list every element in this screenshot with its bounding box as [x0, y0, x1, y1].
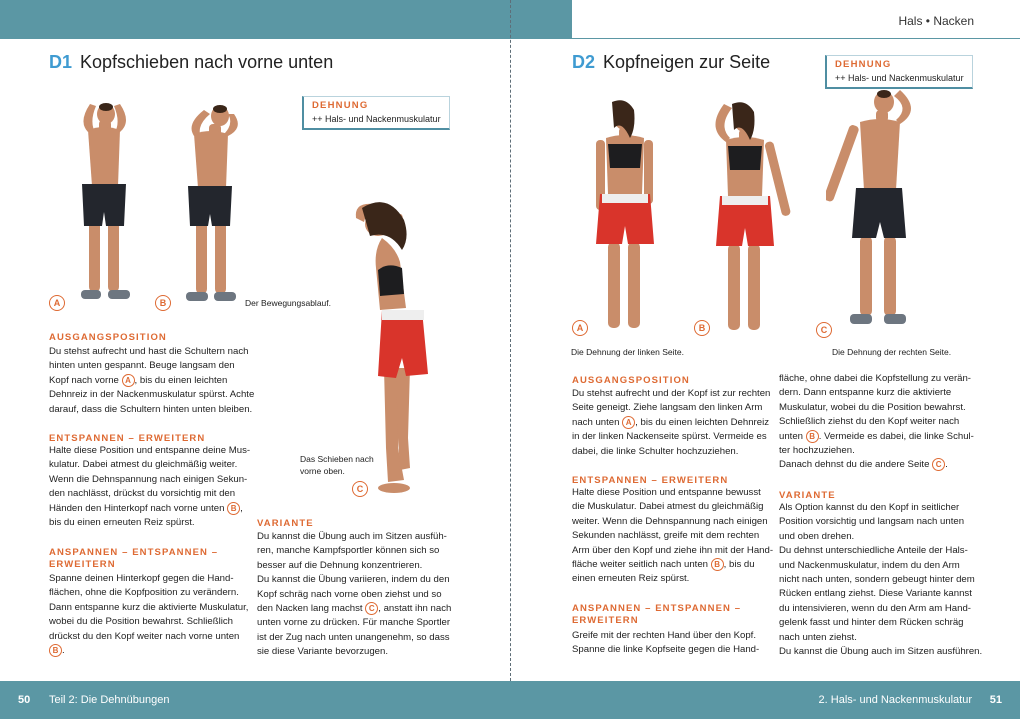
- text-continuation: fläche, ohne dabei die Kopfstellung zu verän- dern. Dann entspanne kurz die aktivierte Muskulatur, wobei du die Position bewahrst. Schließlich ziehst du den Kopf weiter nach unten B . Vermeide es dabei, die linke Schul- ter hochzuziehen. Danach dehnst du die andere Seite C .: [779, 373, 974, 471]
- inline-marker-a: A: [622, 416, 635, 429]
- marker-b-left: B: [155, 295, 171, 311]
- exercise-title-d1: [49, 52, 333, 73]
- heading-variant-right: VARIANTE: [779, 490, 836, 501]
- page-spine: [510, 0, 511, 681]
- figure-man-head-bowed-a: [68, 94, 140, 312]
- stretch-label: DEHNUNG: [835, 59, 892, 70]
- page-number-left: 50: [18, 694, 31, 706]
- text-tense-relax-extend: Greife mit der rechten Hand über den Kopf. Spanne die linke Kopfseite gegen die Hand-: [572, 630, 760, 656]
- caption-right-side: Die Dehnung der rechten Seite.: [832, 347, 952, 357]
- stretch-text: ++ Hals- und Nackenmuskulatur: [835, 73, 964, 83]
- footer-section-left: Teil 2: Die Dehnübungen: [49, 694, 170, 706]
- inline-marker-b: B: [711, 558, 724, 571]
- heading-start-position: AUSGANGSPOSITION: [572, 375, 690, 386]
- top-rule: [572, 38, 1020, 39]
- text-variant-left: Du kannst die Übung auch im Sitzen ausfüh- ren, manche Kampfsportler können sich so besser auf die Dehnung konzentrieren. Du kannst die Übung variieren, indem du den Kopf schräg nach vorne oben ziehst und so den Nacken lang machst C , anstatt ihn nach unten vorne zu drücken. Für manche Sportler ist der Zug nach unten unangenehm, so dass sie diese Variante bevorzugen.: [257, 531, 452, 658]
- text-relax-extend: Halte diese Position und entspanne deine Mus- kulatur. Dabei atmest du gleichmäßig weiter. Wenn die Dehnspannung nach einigen Sekun- den nachlässt, drückst du vorsichtig mit den Händen den Hinterkopf nach vorne unten B , bis du einen erneuten Reiz spürst.: [49, 445, 251, 529]
- figure-man-hands-head-b: [178, 100, 250, 312]
- chapter-header: Hals • Nacken: [898, 14, 974, 28]
- inline-marker-b2: B: [49, 644, 62, 657]
- marker-a-right: A: [572, 320, 588, 336]
- text-relax-extend: Halte diese Position und entspanne bewusst die Muskulatur. Dabei atmest du gleichmäßig weiter. Wenn die Dehnspannung nach einigen Sekunden nachlässt, greife mit dem rechten Arm über den Kopf und ziehe ihn mit der Hand- fläche weiter seitlich nach unten B , bis du einen erneuten Reiz spürst.: [572, 487, 774, 585]
- text-tense-relax-extend: Spanne deinen Hinterkopf gegen die Hand- flächen, ohne die Kopfposition zu verändern. Dann entspanne kurz die aktivierte Muskulatur, wobei du die Position bewahrst. Schließlich drückst du den Kopf weiter nach vorne unten B .: [49, 573, 249, 657]
- heading-relax-extend: ENTSPANNEN – ERWEITERN: [572, 475, 729, 486]
- caption-left-side: Die Dehnung der linken Seite.: [571, 347, 684, 357]
- figure-man-arm-over-head-c: [826, 86, 936, 336]
- exercise-number: D2: [572, 52, 596, 72]
- text-variant-right: Als Option kannst du den Kopf in seitlicher Position vorsichtig und langsam nach unten und oben drehen. Du dehnst unterschiedliche Anteile der Hals- und Nackenmuskulatur, indem du den Arm nicht nach unten, sondern gebeugt hinter dem Rücken entlang ziehst. Diese Variante kannst du intensivieren, wenn du den Arm am Hand- gelenk fasst und hinter dem Rücken schräg nach unten ziehst. Du kannst die Übung auch im Sitzen ausführen.: [779, 502, 983, 658]
- marker-c-left: C: [352, 481, 368, 497]
- inline-marker-c: C: [365, 602, 378, 615]
- inline-marker-c: C: [932, 458, 945, 471]
- footer-section-right: 2. Hals- und Nackenmuskulatur: [818, 694, 972, 706]
- top-band: [0, 0, 572, 39]
- marker-b-right: B: [694, 320, 710, 336]
- heading-tense-relax-extend: ANSPANNEN – ENTSPANNEN – ERWEITERN: [49, 547, 219, 570]
- marker-c-right: C: [816, 322, 832, 338]
- exercise-title-text: Kopfneigen zur Seite: [603, 52, 771, 72]
- stretch-info-box: [302, 96, 450, 130]
- marker-a-left: A: [49, 295, 65, 311]
- figure-woman-arm-down-a: [590, 98, 670, 338]
- caption-push: Das Schieben nach vorne oben.: [300, 454, 374, 476]
- caption-movement: Der Bewegungsablauf.: [245, 298, 332, 308]
- exercise-title-d2: [572, 52, 770, 73]
- page-number-right: 51: [989, 694, 1002, 706]
- text-start-position: Du stehst aufrecht und der Kopf ist zur rechten Seite geneigt. Ziehe langsam den linken Arm nach unten A , bis du einen leichten Dehnreiz in der linken Nackenseite spürst. Vermeide es dabei, die linke Schulter hochzuziehen.: [572, 388, 771, 457]
- stretch-text: ++ Hals- und Nackenmuskulatur: [312, 114, 441, 124]
- figure-woman-arm-over-head-b: [702, 98, 802, 338]
- inline-marker-a: A: [122, 374, 135, 387]
- heading-start-position: AUSGANGSPOSITION: [49, 332, 167, 343]
- exercise-title-text: Kopfschieben nach vorne unten: [80, 52, 334, 72]
- stretch-label: DEHNUNG: [312, 100, 369, 111]
- heading-tense-relax-extend: ANSPANNEN – ENTSPANNEN – ERWEITERN: [572, 603, 742, 626]
- stretch-info-box: [825, 55, 973, 89]
- text-start-position: Du stehst aufrecht und hast die Schultern nach hinten unten gespannt. Beuge langsam den Kopf nach vorne A , bis du einen leichten Dehnreiz in der Nackenmuskulatur spürst. Achte darauf, dass die Schultern hinten unten bleiben.: [49, 346, 255, 415]
- heading-relax-extend: ENTSPANNEN – ERWEITERN: [49, 433, 206, 444]
- heading-variant-left: VARIANTE: [257, 518, 314, 529]
- inline-marker-b: B: [227, 502, 240, 515]
- inline-marker-b2: B: [806, 430, 819, 443]
- exercise-number: D1: [49, 52, 73, 72]
